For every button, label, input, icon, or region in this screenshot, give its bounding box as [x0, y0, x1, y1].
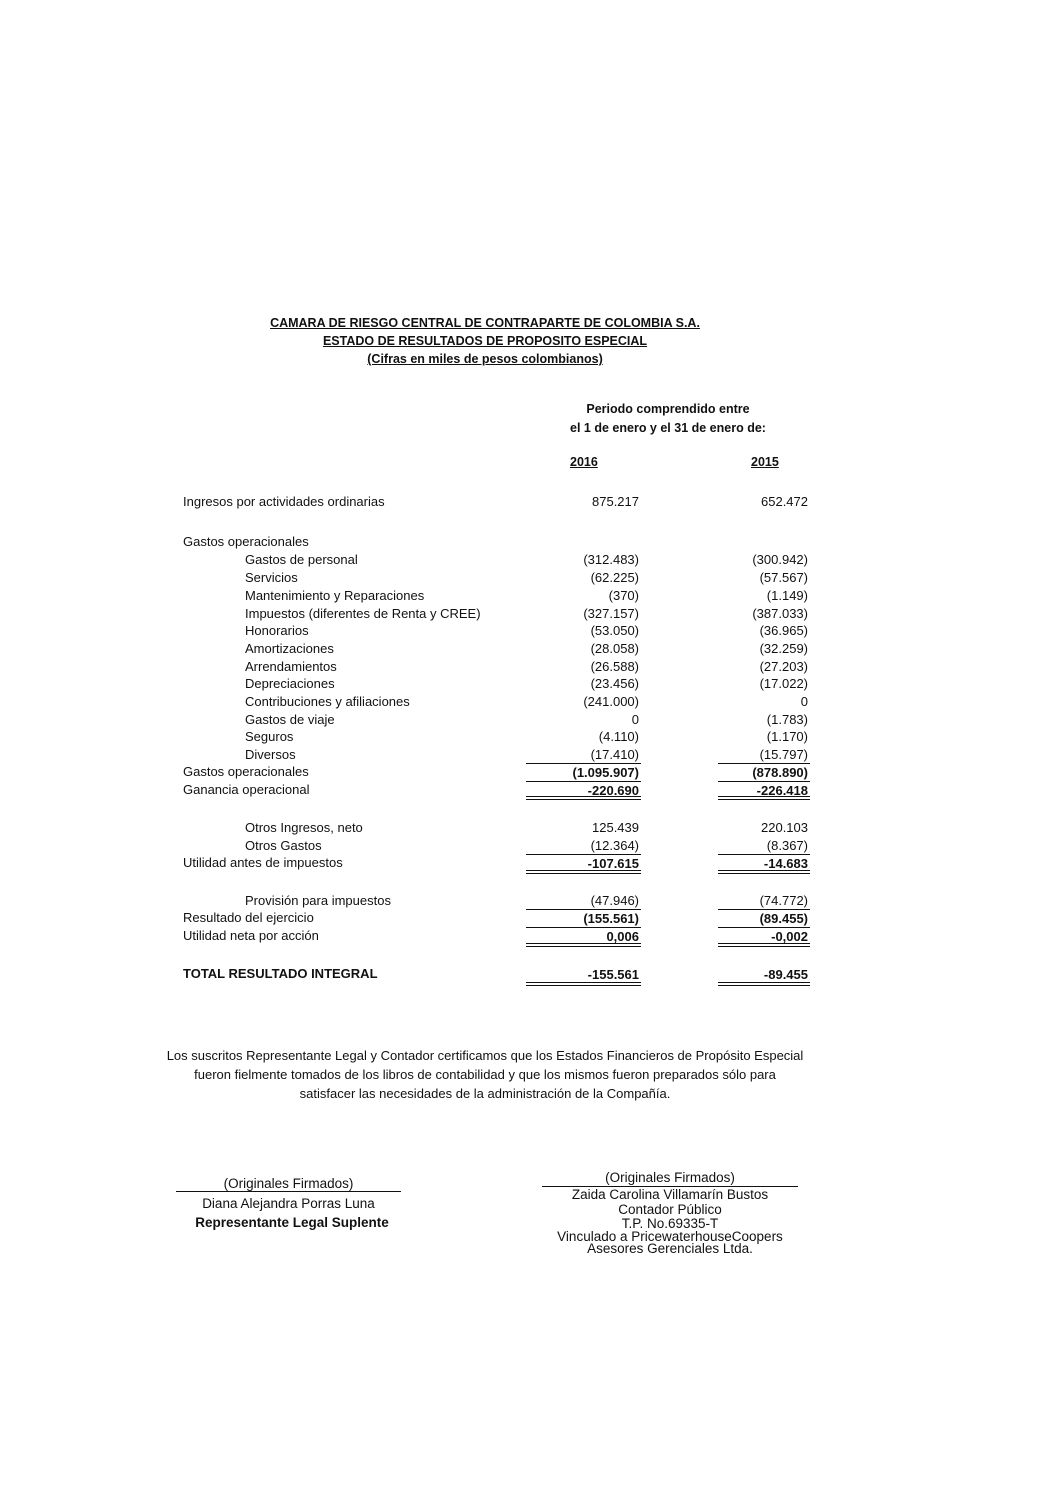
signed-note: (Originales Firmados): [605, 1170, 735, 1185]
value-2016: (312.483): [583, 552, 639, 567]
row-label: Mantenimiento y Reparaciones: [245, 588, 425, 603]
certification-line-1: Los suscritos Representante Legal y Contador certificamos que los Estados Financieros de Propósito Especial: [166, 1048, 804, 1063]
value-2016: (155.561): [583, 911, 639, 926]
value-2016: 125.439: [592, 820, 639, 835]
value-2016: -107.615: [587, 856, 639, 871]
signer-affiliation-firm: Asesores Gerenciales Ltda.: [587, 1241, 753, 1256]
signer-license: T.P. No.69335-T: [621, 1216, 719, 1231]
value-2015: -0,002: [771, 929, 808, 944]
certification-line-3: satisfacer las necesidades de la administración de la Compañía.: [299, 1086, 671, 1101]
signer-role: Contador Público: [618, 1202, 722, 1217]
row-label: Resultado del ejercicio: [183, 910, 314, 925]
value-2016: (370): [608, 588, 639, 603]
value-2016: (28.058): [590, 641, 639, 656]
statement-title: ESTADO DE RESULTADOS DE PROPOSITO ESPECIAL: [322, 334, 648, 348]
total-double-rule: [526, 982, 641, 986]
row-label: Otros Gastos: [245, 838, 322, 853]
value-2016: 875.217: [592, 494, 639, 509]
subtotal-rule: [718, 781, 810, 782]
value-2015: (8.367): [766, 838, 808, 853]
value-2016: (47.946): [590, 893, 639, 908]
subtotal-rule: [718, 763, 810, 764]
value-2015: (1.783): [766, 712, 808, 727]
value-2015: (300.942): [752, 552, 808, 567]
subtotal-rule: [718, 854, 810, 855]
row-label: Contribuciones y afiliaciones: [245, 694, 410, 709]
value-2015: (89.455): [759, 911, 808, 926]
value-2016: -220.690: [587, 783, 639, 798]
value-2015: (1.170): [766, 729, 808, 744]
subtotal-rule: [526, 927, 641, 928]
certification-line-2: fueron fielmente tomados de los libros de contabilidad y que los mismos fueron preparados sólo para: [194, 1067, 776, 1082]
value-2015: (17.022): [759, 676, 808, 691]
value-2015: (878.890): [752, 765, 808, 780]
row-label: Diversos: [245, 747, 296, 762]
value-2016: (241.000): [583, 694, 639, 709]
total-double-rule: [526, 943, 641, 947]
value-2016: (12.364): [590, 838, 639, 853]
value-2015: 652.472: [761, 494, 808, 509]
value-2015: (15.797): [759, 747, 808, 762]
total-double-rule: [718, 982, 810, 986]
total-double-rule: [526, 870, 641, 874]
total-label: TOTAL RESULTADO INTEGRAL: [183, 966, 378, 981]
signature-line: [176, 1191, 401, 1192]
value-2016: -155.561: [587, 967, 639, 982]
total-double-rule: [718, 796, 810, 800]
row-label: Depreciaciones: [245, 676, 335, 691]
row-label: Gastos de viaje: [245, 712, 335, 727]
row-label: Provisión para impuestos: [245, 893, 391, 908]
total-double-rule: [718, 943, 810, 947]
subtotal-rule: [526, 909, 641, 910]
total-double-rule: [526, 796, 641, 800]
value-2016: 0: [631, 712, 639, 727]
row-label: Ganancia operacional: [183, 782, 310, 797]
row-label: Utilidad antes de impuestos: [183, 855, 343, 870]
value-2016: (1.095.907): [572, 765, 639, 780]
period-line-1: Periodo comprendido entre: [586, 402, 750, 416]
company-name: CAMARA DE RIESGO CENTRAL DE CONTRAPARTE DE COLOMBIA S.A.: [270, 316, 700, 330]
value-2015: 0: [800, 694, 808, 709]
signer-name: Zaida Carolina Villamarín Bustos: [571, 1187, 769, 1202]
row-label: Impuestos (diferentes de Renta y CREE): [245, 606, 481, 621]
value-2015: (1.149): [766, 588, 808, 603]
row-label: Arrendamientos: [245, 659, 337, 674]
value-2015: (387.033): [752, 606, 808, 621]
year-2016-header: 2016: [570, 455, 598, 469]
value-2016: (23.456): [590, 676, 639, 691]
value-2015: (36.965): [759, 623, 808, 638]
signer-role: Representante Legal Suplente: [195, 1215, 389, 1230]
signer-affiliation: Vinculado a PricewaterhouseCoopers: [557, 1229, 783, 1244]
row-label: Ingresos por actividades ordinarias: [183, 494, 385, 509]
subtotal-rule: [718, 927, 810, 928]
value-2016: (62.225): [590, 570, 639, 585]
section-label: Gastos operacionales: [183, 534, 309, 549]
row-label: Gastos operacionales: [183, 764, 309, 779]
row-label: Honorarios: [245, 623, 309, 638]
signer-name: Diana Alejandra Porras Luna: [202, 1196, 375, 1211]
subtotal-rule: [718, 909, 810, 910]
row-label: Otros Ingresos, neto: [245, 820, 363, 835]
value-2015: (74.772): [759, 893, 808, 908]
row-label: Servicios: [245, 570, 298, 585]
value-2016: (17.410): [590, 747, 639, 762]
value-2015: -89.455: [763, 967, 808, 982]
value-2016: (4.110): [598, 729, 639, 744]
value-2015: -14.683: [763, 856, 808, 871]
value-2015: (57.567): [759, 570, 808, 585]
subtotal-rule: [526, 763, 641, 764]
period-line-2: el 1 de enero y el 31 de enero de:: [570, 421, 766, 435]
value-2015: 220.103: [761, 820, 808, 835]
value-2015: (32.259): [759, 641, 808, 656]
value-2016: (53.050): [590, 623, 639, 638]
row-label: Amortizaciones: [245, 641, 334, 656]
row-label: Gastos de personal: [245, 552, 358, 567]
value-2015: -226.418: [756, 783, 808, 798]
value-2016: (327.157): [583, 606, 639, 621]
subtotal-rule: [526, 854, 641, 855]
signed-note: (Originales Firmados): [223, 1176, 354, 1191]
subtotal-rule: [526, 781, 641, 782]
value-2016: (26.588): [590, 659, 639, 674]
value-2015: (27.203): [759, 659, 808, 674]
row-label: Utilidad neta por acción: [183, 928, 319, 943]
value-2016: 0,006: [606, 929, 639, 944]
row-label: Seguros: [245, 729, 294, 744]
year-2015-header: 2015: [751, 455, 779, 469]
total-double-rule: [718, 870, 810, 874]
units-note: (Cifras en miles de pesos colombianos): [367, 352, 603, 366]
